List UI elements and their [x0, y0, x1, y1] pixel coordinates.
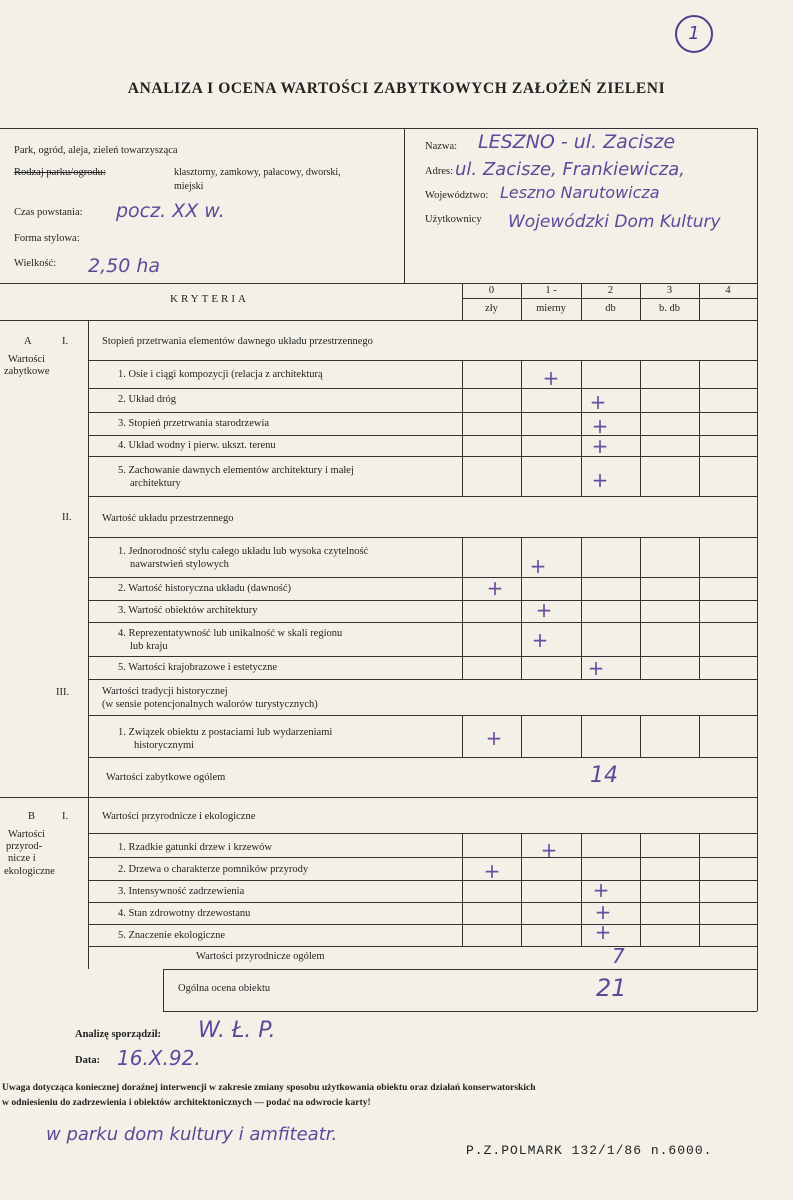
section-a-roman-3: III. [56, 687, 70, 698]
name-label: Nazwa: [425, 141, 458, 152]
style-label: Forma stylowa: [14, 233, 80, 244]
section-a-letter: A [24, 336, 32, 347]
mark-b1-3: + [592, 878, 610, 902]
b1-item-1: 1. Rzadkie gatunki drzew i krzewów [118, 842, 272, 853]
mark-a2-5: + [587, 656, 605, 680]
overall-label: Ogólna ocena obiektu [178, 983, 271, 994]
score-2-num: 2 [607, 285, 614, 296]
section-a-roman-1: I. [62, 336, 69, 347]
section-a-label-1: Wartości [8, 354, 46, 365]
a2-item-4-cont: lub kraju [130, 641, 168, 652]
mark-b1-4: + [594, 900, 612, 924]
kind-options-2: miejski [174, 181, 204, 192]
note-line-1: Uwaga dotycząca koniecznej doraźnej interwencji w zakresie zmiany sposobu użytkowania obiektu oraz działań konserwatorskich [2, 1082, 536, 1093]
section-a-roman-2: II. [62, 512, 72, 523]
users-label: Użytkownicy [425, 214, 482, 225]
mark-a1-4: + [591, 434, 609, 458]
prepared-value: W. Ł. P. [198, 1018, 276, 1043]
score-4-num: 4 [725, 285, 731, 296]
size-value: 2,50 ha [88, 255, 161, 277]
type-label: Park, ogród, aleja, zieleń towarzysząca [14, 145, 178, 156]
era-label: Czas powstania: [14, 207, 83, 218]
printer-imprint: P.Z.POLMARK 132/1/86 n.6000. [466, 1143, 713, 1158]
mark-a1-5: + [591, 468, 609, 492]
section-a-label-2: zabytkowe [4, 366, 50, 377]
section-b-roman-1: I. [62, 811, 69, 822]
score-3-num: 3 [666, 285, 673, 296]
a2-item-1-cont: nawarstwień stylowych [130, 559, 229, 570]
section-a-total-value: 14 [590, 763, 618, 788]
note-line-2: w odniesieniu do zadrzewienia i obiektów architektonicznych — podać na odwrocie karty! [2, 1097, 371, 1108]
mark-a2-1: + [529, 554, 547, 578]
date-label: Data: [75, 1055, 101, 1066]
score-1-desc: mierny [536, 303, 566, 314]
handwritten-note: w parku dom kultury i amfiteatr. [46, 1124, 338, 1145]
page-number-circle: 1 [675, 15, 713, 53]
score-1-num: 1 - [545, 285, 557, 296]
b1-item-4: 4. Stan zdrowotny drzewostanu [118, 908, 251, 919]
address-label: Adres: [425, 166, 453, 177]
users-value: Wojewódzki Dom Kultury [508, 212, 721, 232]
score-0-num: 0 [488, 285, 495, 296]
score-0-desc: zły [485, 303, 498, 314]
section-b-label-4: ekologiczne [4, 866, 55, 877]
overall-value: 21 [596, 974, 627, 1002]
b1-title: Wartości przyrodnicze i ekologiczne [102, 811, 256, 822]
a3-title-1: Wartości tradycji historycznej [102, 686, 228, 697]
mark-b1-2: + [483, 859, 501, 883]
section-b-label-1: Wartości [8, 829, 46, 840]
voivodeship-label: Województwo: [425, 190, 489, 201]
a1-item-3: 3. Stopień przetrwania starodrzewia [118, 418, 270, 429]
score-2-desc: db [605, 303, 616, 314]
a3-item-1: 1. Związek obiektu z postaciami lub wydarzeniami [118, 727, 333, 738]
a2-item-3: 3. Wartość obiektów architektury [118, 605, 258, 616]
mark-a2-4: + [531, 628, 549, 652]
era-value: pocz. XX w. [116, 200, 225, 222]
address-value: ul. Zacisze, Frankiewicza, [455, 159, 685, 180]
prepared-label: Analizę sporządził: [75, 1029, 162, 1040]
a1-item-2: 2. Układ dróg [118, 394, 177, 405]
mark-a2-2: + [486, 576, 504, 600]
a2-title: Wartość układu przestrzennego [102, 513, 234, 524]
a2-item-2: 2. Wartość historyczna układu (dawność) [118, 583, 292, 594]
a2-item-1: 1. Jednorodność stylu całego układu lub wysoka czytelność [118, 546, 369, 557]
voivodeship-value: Leszno Narutowicza [500, 183, 660, 202]
mark-a1-1: + [542, 366, 560, 390]
a1-item-4: 4. Układ wodny i pierw. ukszt. terenu [118, 440, 276, 451]
section-a-total-label: Wartości zabytkowe ogólem [106, 772, 226, 783]
a1-item-5-cont: architektury [130, 478, 181, 489]
a3-item-1-cont: historycznymi [134, 740, 195, 751]
name-value: LESZNO - ul. Zacisze [478, 131, 676, 153]
kind-label: Rodzaj parku/ogrodu: [14, 167, 106, 178]
a3-title-2: (w sensie potencjonalnych walorów turystycznych) [102, 699, 318, 710]
b1-item-3: 3. Intensywność zadrzewienia [118, 886, 245, 897]
section-b-label-3: nicze i [8, 853, 36, 864]
score-3-desc: b. db [659, 303, 680, 314]
mark-a2-3: + [535, 598, 553, 622]
mark-a1-2: + [589, 390, 607, 414]
a2-item-5: 5. Wartości krajobrazowe i estetyczne [118, 662, 278, 673]
section-b-letter: B [28, 811, 36, 822]
b1-item-5: 5. Znaczenie ekologiczne [118, 930, 225, 941]
size-label: Wielkość: [14, 258, 57, 269]
a2-item-4: 4. Reprezentatywność lub unikalność w skali regionu [118, 628, 343, 639]
a1-item-5: 5. Zachowanie dawnych elementów architektury i małej [118, 465, 354, 476]
mark-b1-5: + [594, 920, 612, 944]
section-b-total-value: 7 [612, 944, 625, 968]
section-b-total-label: Wartości przyrodnicze ogólem [196, 951, 325, 962]
document-title: ANALIZA I OCENA WARTOŚCI ZABYTKOWYCH ZAŁOŻEŃ ZIELENI [127, 80, 666, 97]
a1-item-1: 1. Osie i ciągi kompozycji (relacja z architekturą [118, 369, 323, 380]
mark-a1-3: + [591, 414, 609, 438]
mark-b1-1: + [540, 838, 558, 862]
b1-item-2: 2. Drzewa o charakterze pomników przyrody [118, 864, 309, 875]
a1-title: Stopień przetrwania elementów dawnego układu przestrzennego [102, 336, 373, 347]
kind-options-1: klasztorny, zamkowy, pałacowy, dworski, [174, 167, 341, 178]
section-b-label-2: przyrod- [6, 841, 43, 852]
date-value: 16.X.92. [117, 1046, 201, 1070]
criteria-label: KRYTERIA [170, 293, 249, 305]
mark-a3-1: + [485, 726, 503, 750]
